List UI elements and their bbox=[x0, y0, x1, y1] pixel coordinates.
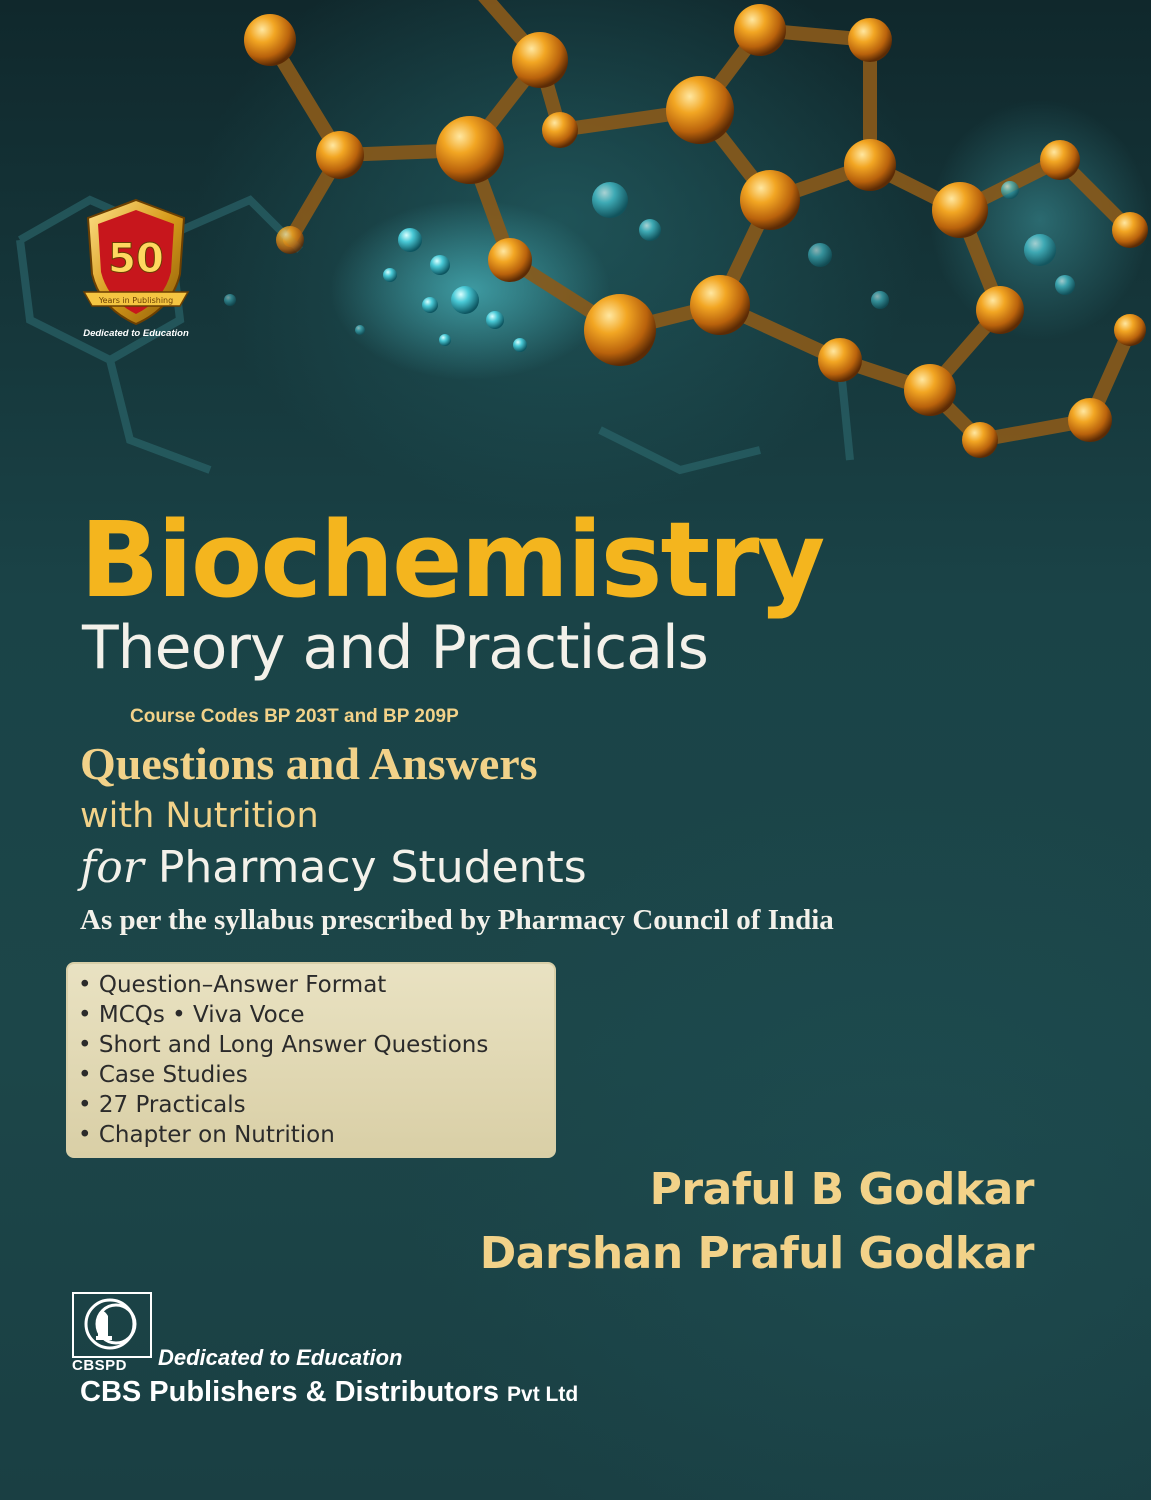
syllabus-note: As per the syllabus prescribed by Pharmacy Council of India bbox=[80, 904, 834, 936]
author-name: Praful B Godkar bbox=[649, 1164, 1034, 1215]
feature-item: • Short and Long Answer Questions bbox=[78, 1032, 489, 1058]
qa-heading: Questions and Answers bbox=[80, 738, 538, 789]
feature-item: • Chapter on Nutrition bbox=[78, 1122, 335, 1148]
with-nutrition: with Nutrition bbox=[80, 796, 319, 836]
feature-item: • MCQs • Viva Voce bbox=[78, 1002, 305, 1028]
audience-line bbox=[80, 842, 587, 893]
course-codes: Course Codes BP 203T and BP 209P bbox=[130, 706, 459, 727]
feature-item: • 27 Practicals bbox=[78, 1092, 246, 1118]
author-name: Darshan Praful Godkar bbox=[479, 1228, 1034, 1279]
publisher-tagline: Dedicated to Education bbox=[158, 1345, 403, 1370]
emblem-caption: Dedicated to Education bbox=[83, 328, 189, 339]
book-title: Biochemistry bbox=[80, 499, 824, 621]
publisher-company: CBS Publishers & Distributors bbox=[80, 1376, 499, 1408]
emblem-banner: Years in Publishing bbox=[98, 296, 174, 305]
audience: Pharmacy Students bbox=[157, 842, 587, 893]
emblem-number: 50 bbox=[108, 236, 164, 282]
feature-item: • Question–Answer Format bbox=[78, 972, 387, 998]
publisher-suffix: Pvt Ltd bbox=[507, 1383, 579, 1406]
for-word: for bbox=[80, 842, 144, 893]
imprint: CBSPD bbox=[72, 1357, 128, 1374]
features-box bbox=[66, 962, 556, 1158]
publisher-logo-icon bbox=[72, 1292, 152, 1358]
feature-item: • Case Studies bbox=[78, 1062, 248, 1088]
50-years-emblem bbox=[76, 196, 196, 346]
book-subtitle: Theory and Practicals bbox=[82, 613, 708, 683]
publisher-name bbox=[80, 1376, 578, 1409]
